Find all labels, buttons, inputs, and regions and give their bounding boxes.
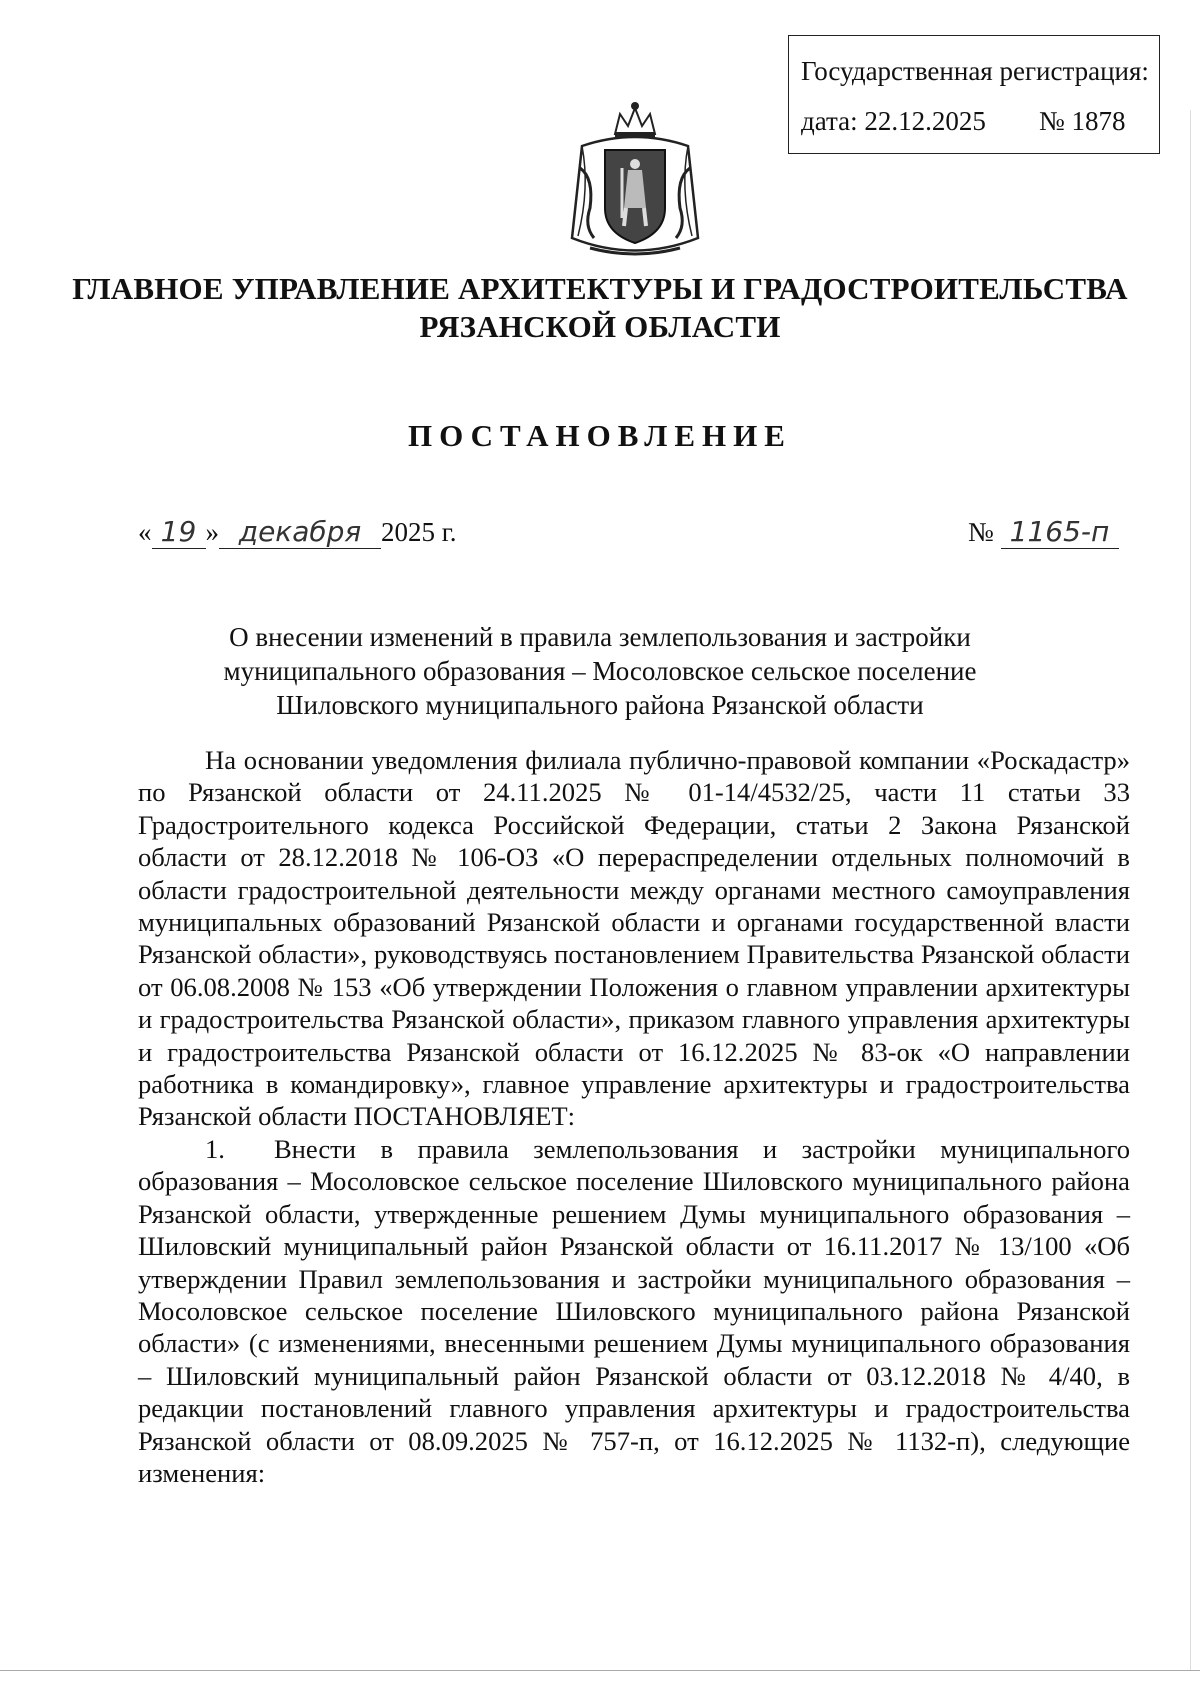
clause-1-paragraph: 1. Внести в правила землепользования и застройки муниципального образования – Мосоловское сельское поселение Шиловского муниципального района Рязанской области, утвержденные решением Думы муниципального образования – Шиловский муниципальный район Рязанской области от 16.11.2017 № 13/100 «Об утверждении Правил землепользования и застройки муниципального образования – Мосоловское сельское поселение Шиловского муниципального района Рязанской области» (с изменениями, внесенными решением Думы муниципального образования – Шиловский муниципальный район Рязанской области от 03.12.2018 № 4/40, в редакции постановлений главного управления архитектуры и градостроительства Рязанской области от 08.09.2025 № 757-п, от 16.12.2025 № 1132-п), следующие изменения: <box>138 1133 1130 1488</box>
number-sign: № <box>968 517 994 547</box>
registration-date: дата: 22.12.2025 <box>801 106 986 136</box>
document-body <box>138 744 1130 1489</box>
authority-name <box>0 270 1200 346</box>
scan-edge-line <box>1190 110 1191 1670</box>
subject-line-2: муниципального образования – Мосоловское сельское поселение <box>223 656 977 686</box>
registration-number: № 1878 <box>1039 106 1126 136</box>
authority-line-1: ГЛАВНОЕ УПРАВЛЕНИЕ АРХИТЕКТУРЫ И ГРАДОСТРОИТЕЛЬСТВА <box>72 271 1128 306</box>
number-value: 1165-п <box>1009 515 1110 548</box>
date-day: 19 <box>160 515 197 548</box>
document-type: ПОСТАНОВЛЕНИЕ <box>408 418 792 453</box>
document-date <box>138 515 457 549</box>
quote-close: » <box>205 517 219 547</box>
subject-line-1: О внесении изменений в правила землепользования и застройки <box>229 622 971 652</box>
scan-bottom-line <box>0 1670 1200 1671</box>
subject-line-3: Шиловского муниципального района Рязанской области <box>276 690 924 720</box>
ryazan-coat-of-arms-icon <box>560 98 710 260</box>
registration-stamp <box>788 35 1160 154</box>
preamble-paragraph: На основании уведомления филиала публично-правовой компании «Роскадастр» по Рязанской области от 24.11.2025 № 01-14/4532/25, части 11 статьи 33 Градостроительного кодекса Российской Федерации, статьи 2 Закона Рязанской области от 28.12.2018 № 106-ОЗ «О перераспределении отдельных полномочий в области градостроительной деятельности между органами местного самоуправления муниципальных образований Рязанской области и органами государственной власти Рязанской области», руководствуясь постановлением Правительства Рязанской области от 06.08.2008 № 153 «Об утверждении Положения о главном управлении архитектуры и градостроительства Рязанской области», приказом главного управления архитектуры и градостроительства Рязанской области от 16.12.2025 № 83-ок «О направлении работника в командировку», главное управление архитектуры и градостроительства Рязанской области ПОСТАНОВЛЯЕТ: <box>138 745 1130 1132</box>
quote-open: « <box>138 517 152 547</box>
date-year: 2025 г. <box>381 517 457 547</box>
date-month: декабря <box>238 515 362 548</box>
document-number <box>968 515 1119 549</box>
registration-title: Государственная регистрация: <box>801 56 1149 86</box>
authority-line-2: РЯЗАНСКОЙ ОБЛАСТИ <box>419 309 781 344</box>
document-subject <box>0 620 1200 722</box>
